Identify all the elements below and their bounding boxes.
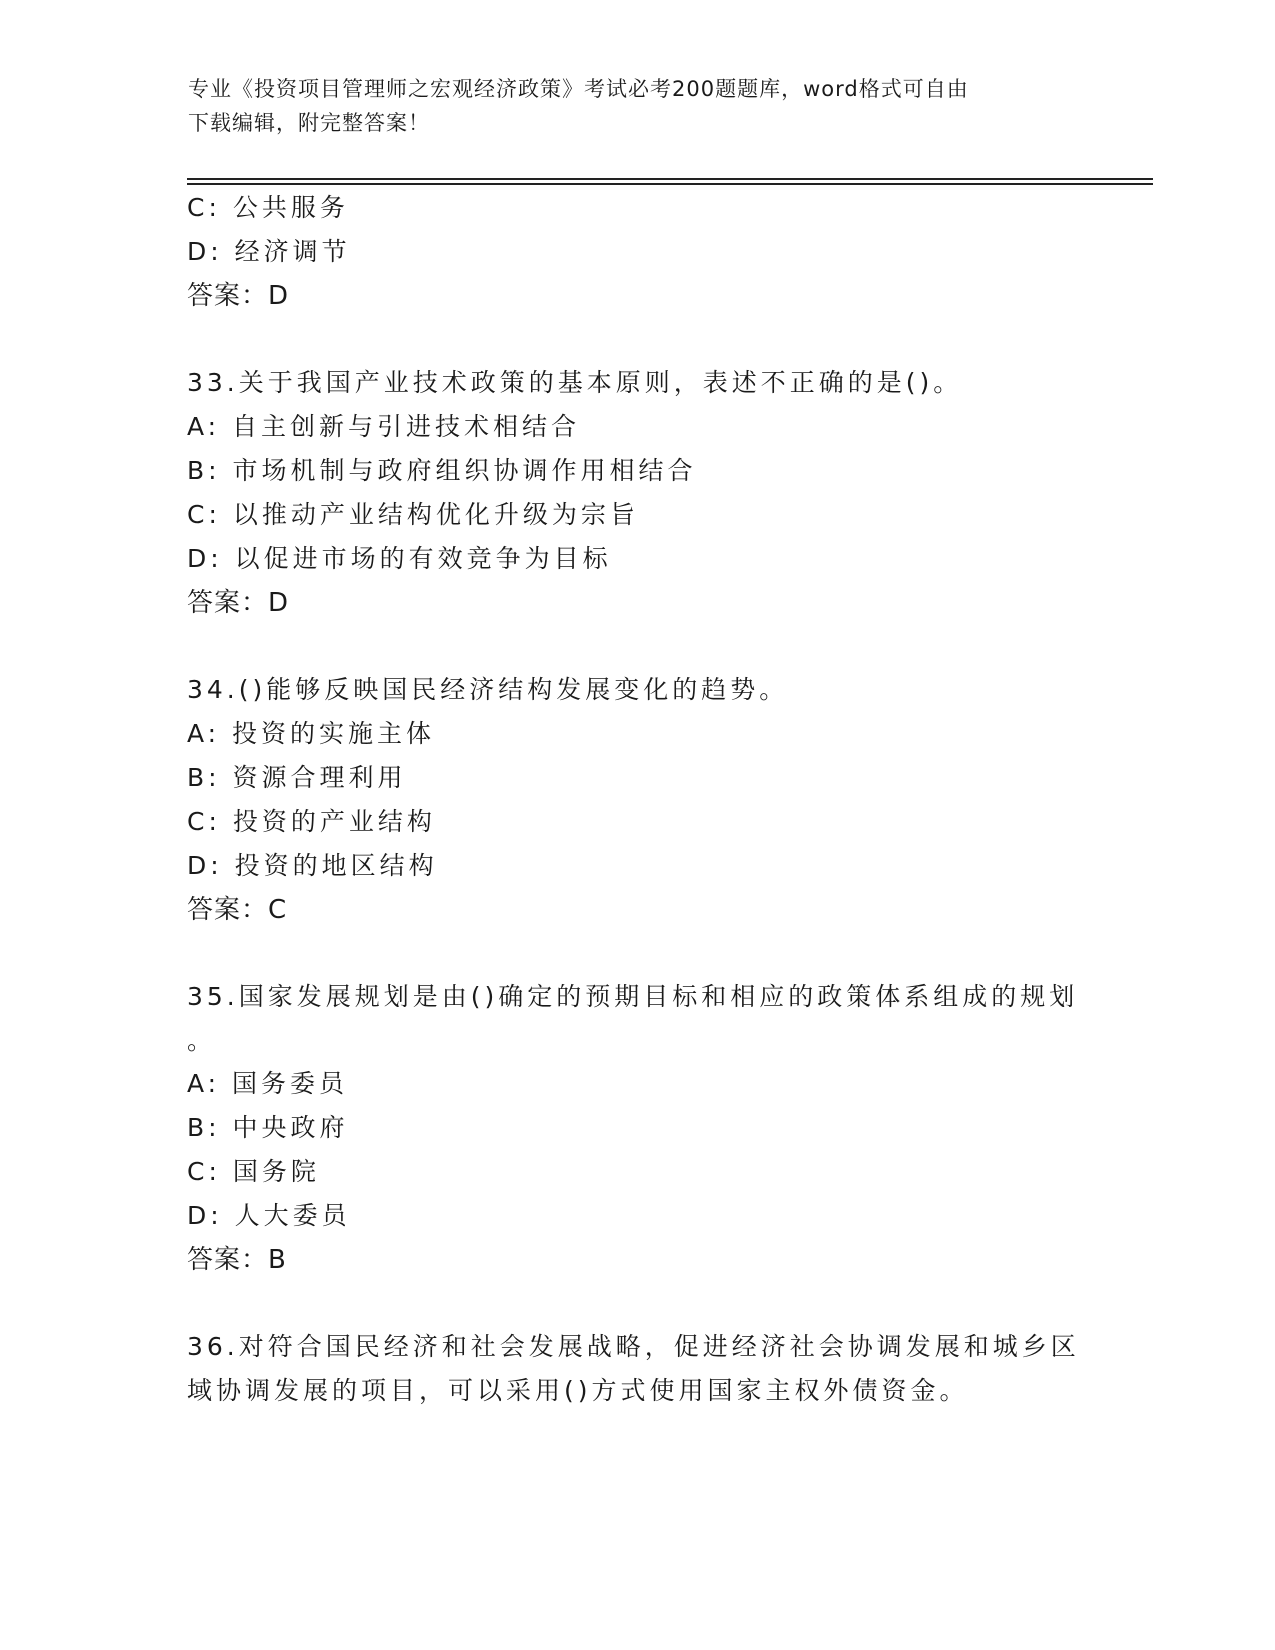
q35-stem-line-2: 。 [187,1026,217,1055]
q35-option-c: C: 国务院 [187,1157,320,1186]
q33-option-b: B: 市场机制与政府组织协调作用相结合 [187,456,697,485]
q35-option-b: B: 中央政府 [187,1113,349,1142]
q32-option-c: C: 公共服务 [187,193,349,222]
q35-option-a: A: 国务委员 [187,1069,349,1098]
q34-option-a: A: 投资的实施主体 [187,719,436,748]
q35-stem-line-1: 35.国家发展规划是由()确定的预期目标和相应的政策体系组成的规划 [187,982,1079,1011]
q34-option-b: B: 资源合理利用 [187,763,407,792]
q32-answer: 答案：D [187,281,290,311]
q34-option-c: C: 投资的产业结构 [187,807,436,836]
q34-stem: 34.()能够反映国民经济结构发展变化的趋势。 [187,675,789,704]
document-header [188,72,1088,140]
header-divider-bottom [187,183,1153,185]
q32-option-d: D: 经济调节 [187,237,351,266]
q34-answer: 答案：C [187,895,288,925]
header-line-1: 专业《投资项目管理师之宏观经济政策》考试必考200题题库，word格式可自由 [188,77,969,101]
q36-stem-line-2: 域协调发展的项目，可以采用()方式使用国家主权外债资金。 [187,1376,969,1405]
q33-option-a: A: 自主创新与引进技术相结合 [187,412,581,441]
q33-stem: 33.关于我国产业技术政策的基本原则，表述不正确的是()。 [187,368,963,397]
q33-option-c: C: 以推动产业结构优化升级为宗旨 [187,500,639,529]
q36-stem-line-1: 36.对符合国民经济和社会发展战略，促进经济社会协调发展和城乡区 [187,1332,1080,1361]
q33-answer: 答案：D [187,588,290,618]
q33-option-d: D: 以促进市场的有效竞争为目标 [187,544,612,573]
header-line-2: 下载编辑，附完整答案！ [188,111,430,135]
header-divider-top [187,178,1153,180]
q35-answer: 答案：B [187,1245,287,1275]
q34-option-d: D: 投资的地区结构 [187,851,438,880]
q35-option-d: D: 人大委员 [187,1201,351,1230]
